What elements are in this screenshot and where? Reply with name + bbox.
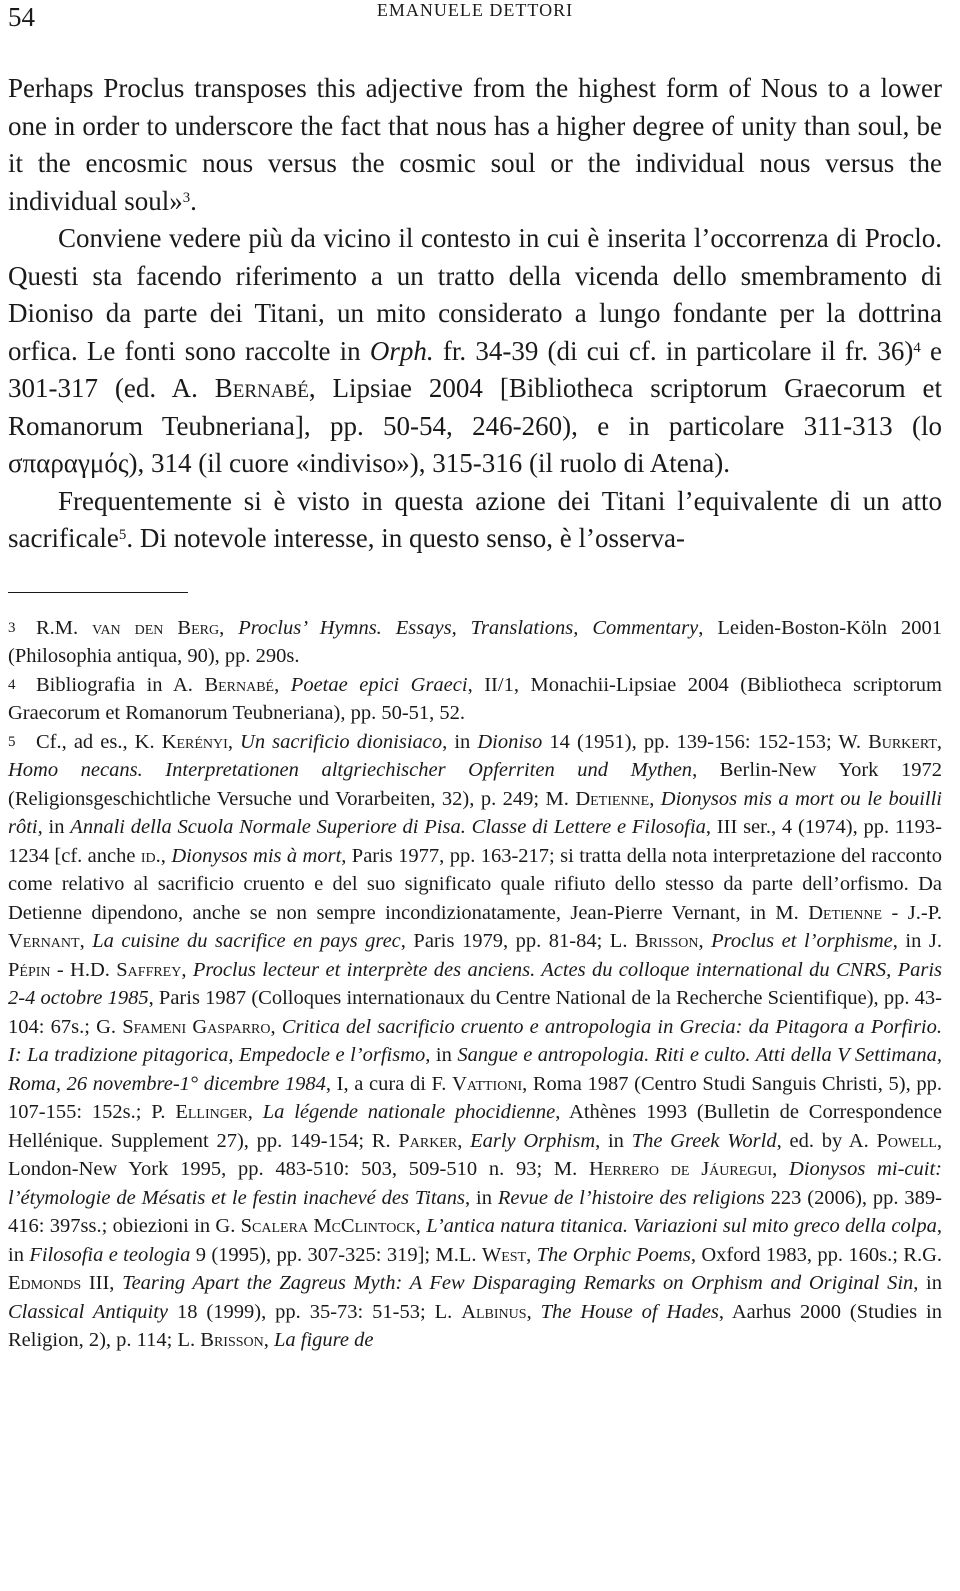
footnote-divider — [8, 592, 188, 593]
footnote-ref-5[interactable]: 5 — [118, 526, 127, 543]
footnotes — [8, 614, 942, 1355]
paragraph-2: Conviene vedere più da vicino il contesto in cui è inserita l’occorrenza di Proclo. Questi sta facendo riferimento a un tratto della vicenda dello smembramento di Dioniso da parte dei Titani, un mito considerato a lungo fondante per la dottrina orfica. Le fonti sono raccolte in Orph. fr. 34-39 (di cui cf. in particolare il fr. 36)$^4$ e 301-317 (ed. A. Bernabé, Lipsiae 2004 [Bibliotheca scriptorum Graecorum et Romanorum Teubneriana], pp. 50-54, 246-260), e in particolare 311-313 (lo σπαραγμός), 314 (il cuore «indiviso»), 315-316 (il ruolo di Atena). — [8, 223, 943, 478]
footnote-number: 4 — [8, 676, 16, 693]
page-header — [8, 0, 942, 44]
page-number: 54 — [8, 2, 35, 32]
paragraph-1: Perhaps Proclus transposes this adjective from the highest form of Nous to a lower one in order to underscore the fact that nous has a higher degree of unity than soul, be it the encosmic nous versus the cosmic soul or the individual nous versus the individual soul»$^3$. — [8, 73, 942, 216]
footnote-number: 3 — [8, 619, 16, 636]
footnote-4: 4 Bibliografia in A. Bernabé, Poetae epici Graeci, II/1, Monachii-Lipsiae 2004 (Bibliotheca scriptorum Graecorum et Romanorum Teubneriana), pp. 50-51, 52. — [8, 671, 942, 728]
footnote-3: 3 R.M. van den Berg, Proclus’ Hymns. Essays, Translations, Commentary, Leiden-Boston-Köln 2001 (Philosophia antiqua, 90), pp. 290s. — [8, 614, 942, 671]
footnote-5: 5 Cf., ad es., K. Kerényi, Un sacrificio dionisiaco, in Dioniso 14 (1951), pp. 139-156: 152-153; W. Burkert, Homo necans. Interpretationen altgriechischer Opferriten und Mythen, Berlin-New York 1972 (Religionsgeschichtliche Versuche und Vorarbeiten, 32), p. 249; M. Detienne, Dionysos mis a mort ou le bouilli rôti, in Annali della Scuola Normale Superiore di Pisa. Classe di Lettere e Filosofia, III ser., 4 (1974), pp. 1193-1234 [cf. anche id., Dionysos mis à mort, Paris 1977, pp. 163-217; si tratta della nota interpretazione del racconto come relativo al sacrificio cruento e del suo significato quale rifiuto dello stesso da parte dell’orfismo. Da Detienne dipendono, anche se non sempre incondizionatamente, Jean-Pierre Vernant, in M. Detienne - J.-P. Vernant, La cuisine du sacrifice en pays grec, Paris 1979, pp. 81-84; L. Brisson, Proclus et l’orphisme, in J. Pépin - H.D. Saffrey, Proclus lecteur et interprète des anciens. Actes du colloque international du CNRS, Paris 2-4 octobre 1985, Paris 1987 (Colloques internationaux du Centre National de la Recherche Scientifique), pp. 43-104: 67s.; G. Sfameni Gasparro, Critica del sacrificio cruento e antropologia in Grecia: da Pitagora a Porfirio. I: La tradizione pitagorica, Empedocle e l’orfismo, in Sangue e antropologia. Riti e culto. Atti della V Settimana, Roma, 26 novembre-1° dicembre 1984, I, a cura di F. Vattioni, Roma 1987 (Centro Studi Sanguis Christi, 5), pp. 107-155: 152s.; P. Ellinger, La légende nationale phocidienne, Athènes 1993 (Bulletin de Correspondence Hellénique. Supplement 27), pp. 149-154; R. Parker, Early Orphism, in The Greek World, ed. by A. Powell, London-New York 1995, pp. 483-510: 503, 509-510 n. 93; M. Herrero de Jáuregui, Dionysos mi-cuit: l’étymologie de Mésatis et le festin inachevé des Titans, in Revue de l’histoire des religions 223 (2006), pp. 389-416: 397ss.; obiezioni in G. Scalera McClintock, L’antica natura titanica. Variazioni sul mito greco della colpa, in Filosofia e teologia 9 (1995), pp. 307-325: 319]; M.L. West, The Orphic Poems, Oxford 1983, pp. 160s.; R.G. Edmonds III, Tearing Apart the Zagreus Myth: A Few Disparaging Remarks on Orphism and Original Sin, in Classical Antiquity 18 (1999), pp. 35-73: 51-53; L. Albinus, The House of Hades, Aarhus 2000 (Studies in Religion, 2), p. 114; L. Brisson, La figure de — [8, 728, 942, 1355]
footnote-ref-3[interactable]: 3 — [182, 189, 191, 206]
footnote-number: 5 — [8, 733, 16, 750]
running-head: EMANUELE DETTORI — [376, 0, 574, 20]
body-text — [8, 70, 942, 558]
page — [8, 0, 942, 1355]
footnote-ref-4[interactable]: 4 — [913, 339, 921, 356]
paragraph-3: Frequentemente si è visto in questa azione dei Titani l’equivalente di un atto sacrificale$^5$. Di notevole interesse, in questo senso, è l’osserva- — [8, 485, 942, 553]
